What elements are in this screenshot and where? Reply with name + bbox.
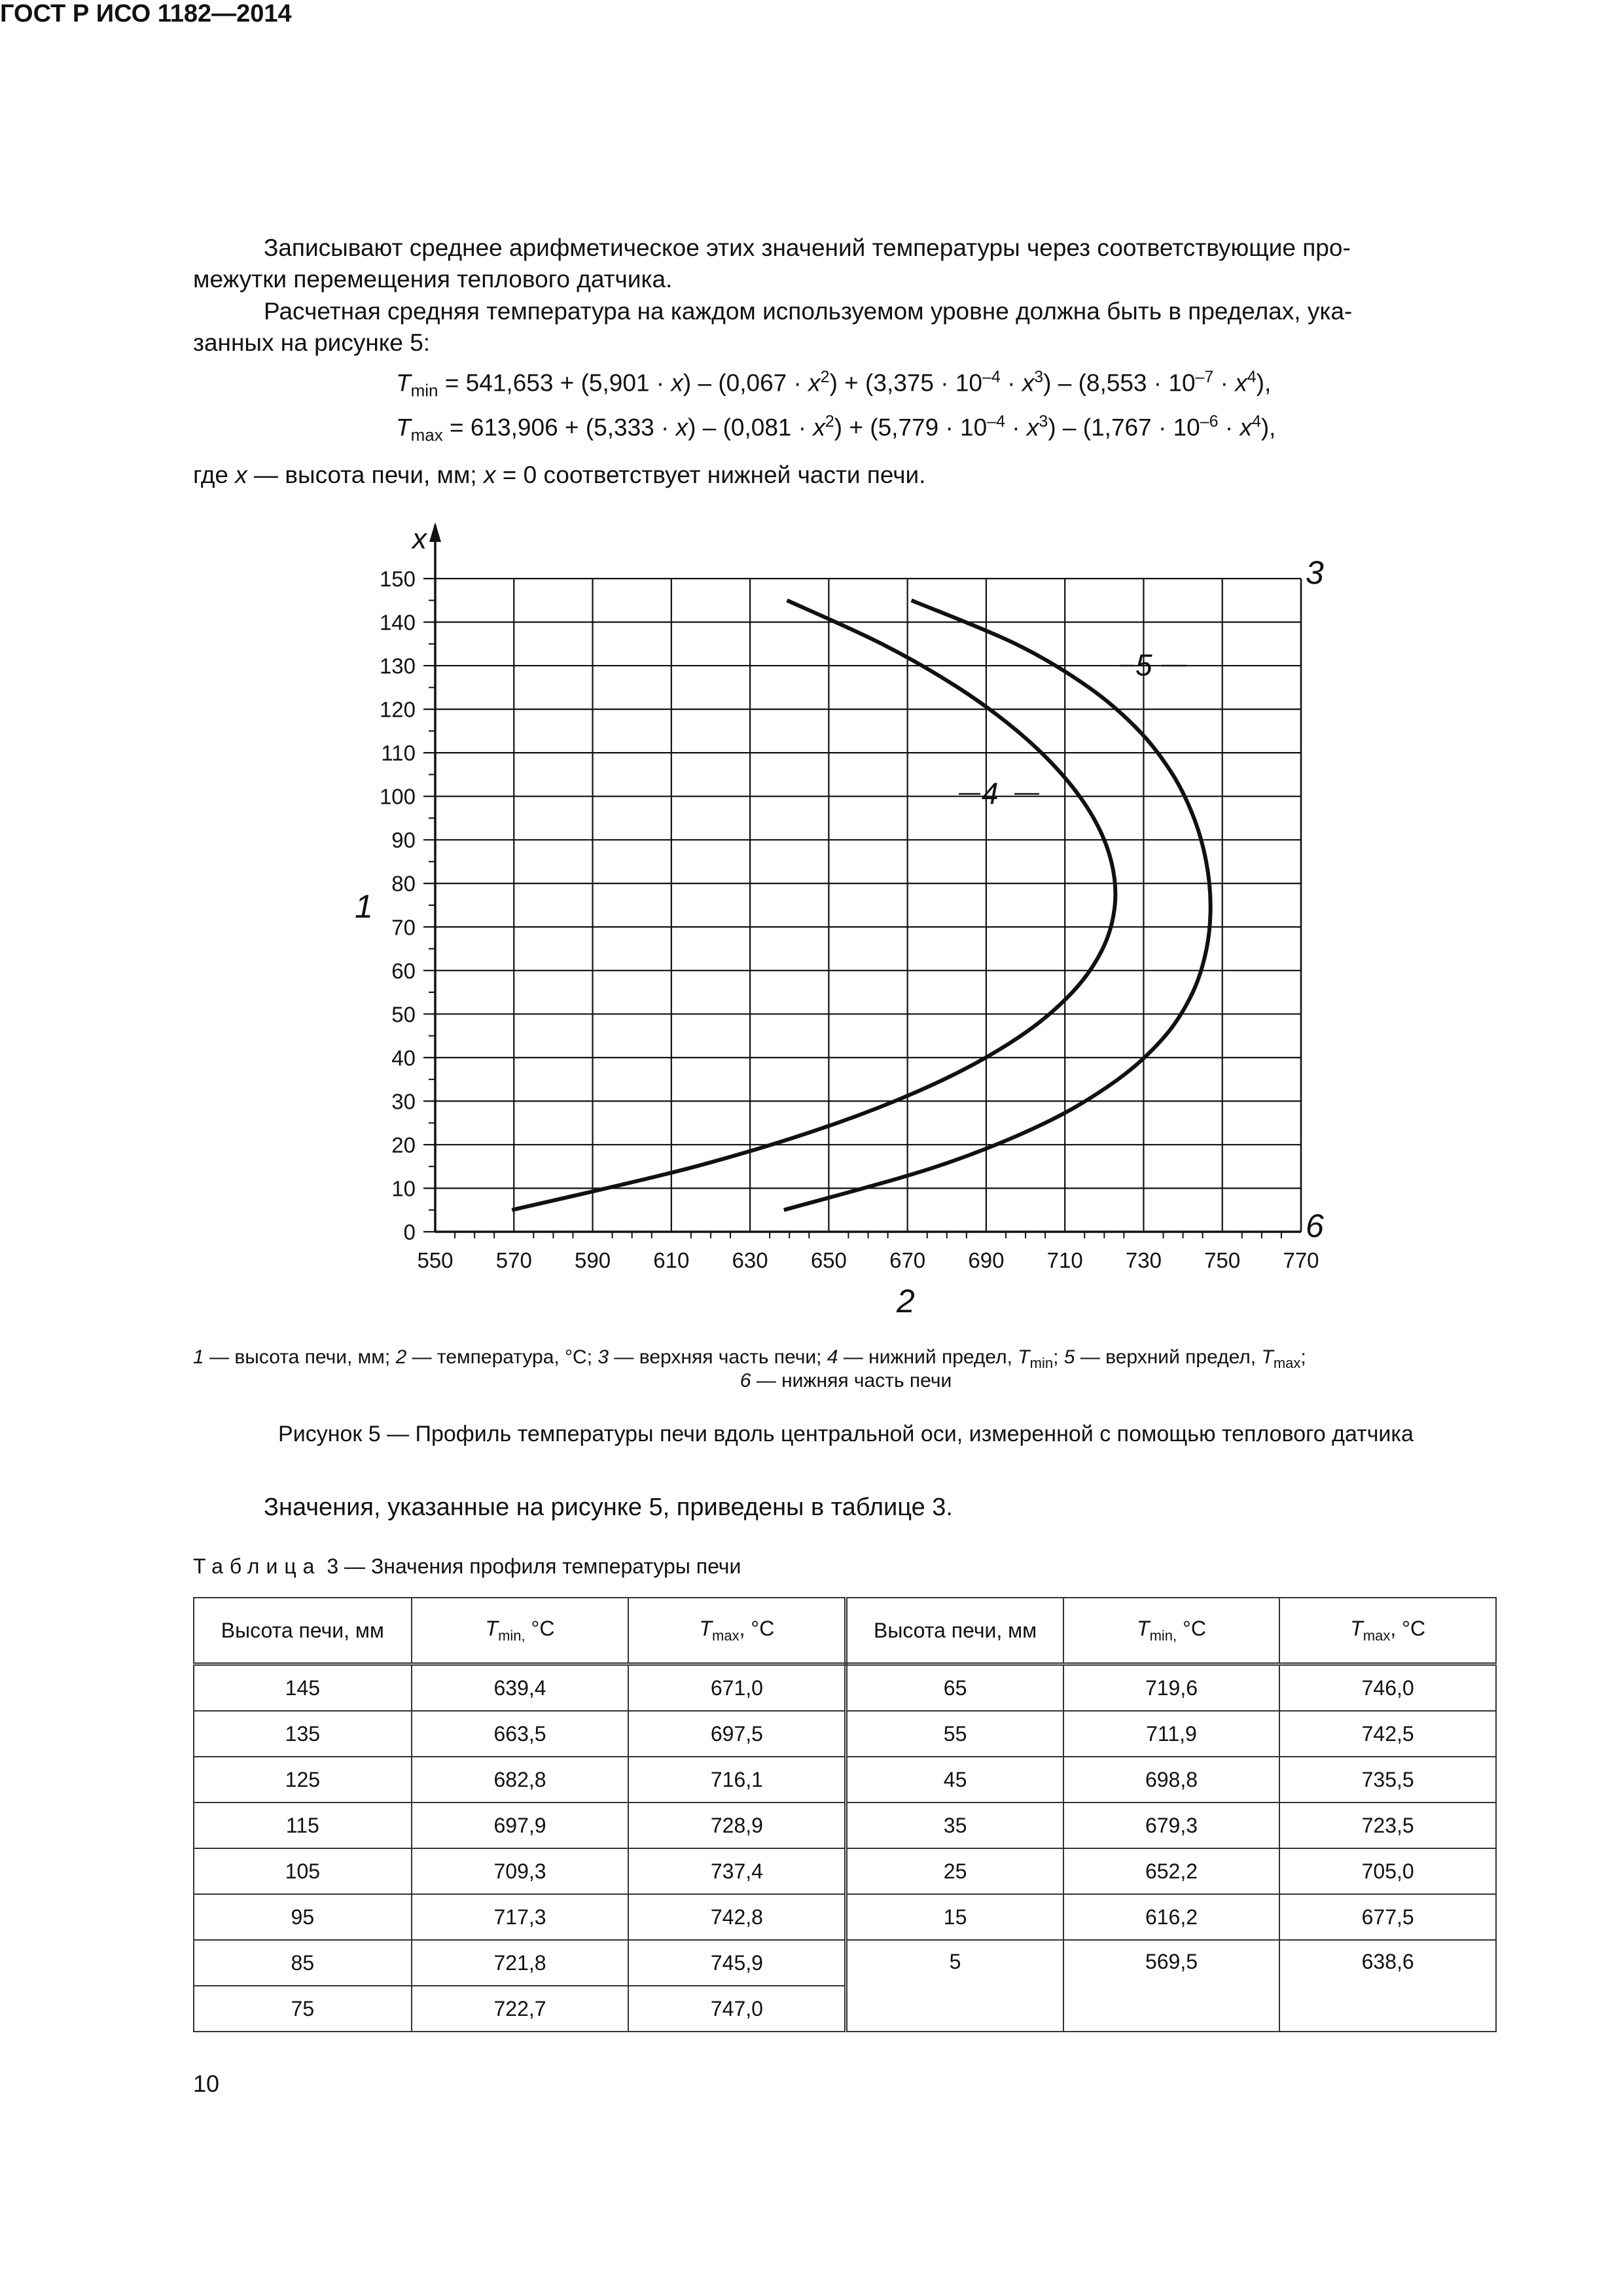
y-tick-label: 0 [403,1220,416,1244]
cell-tmin: 719,6 [1063,1664,1280,1712]
cell-tmin: 652,2 [1063,1848,1280,1894]
x-tick-label: 690 [968,1248,1005,1272]
x-tick-label: 630 [732,1248,768,1272]
cell-tmax: 742,8 [628,1894,846,1940]
cell-height: 105 [194,1848,412,1894]
x-tick-label: 770 [1283,1248,1319,1272]
y-tick-label: 80 [391,871,416,896]
y-tick-label: 100 [379,784,416,809]
y-tick-label: 60 [391,958,416,983]
y-tick-label: 110 [381,741,416,766]
cell-tmin: 722,7 [412,1986,629,2032]
figure-legend-line-2: 6 — нижняя часть печи [740,1370,952,1391]
cell-tmin: 721,8 [412,1940,629,1986]
cell-tmin: 709,3 [412,1848,629,1894]
chart-tick-labels [380,567,1319,1272]
series-curve-4 [512,600,1115,1210]
paragraph-1-line-2: межутки перемещения теплового датчика. [193,266,673,293]
cell-tmin: 616,2 [1063,1894,1280,1940]
cell-height: 145 [194,1664,412,1712]
table-header-row [194,1598,1496,1664]
callout-height: 1 [355,888,373,925]
callout-top: 3 [1306,554,1324,591]
cell-tmax: 728,9 [628,1803,846,1848]
table-row [194,1711,1496,1757]
cell-tmin: 679,3 [1063,1803,1280,1848]
temperature-table [193,1597,1497,2032]
page-number: 10 [193,2070,220,2097]
y-axis-arrow [429,522,441,542]
formula-tmax: $T_{max} = 613,906 + (5,333 \cdot x) - (0,081 \cdot x^2) + (5,779 \cdot 10^{-4} \cdot x^3) - (1,767 \cdot 10^{-6} \cdot x^4)$, [396,412,1276,445]
cell-tmin: 663,5 [412,1711,629,1757]
x-tick-label: 570 [495,1248,532,1272]
cell-tmax: 716,1 [628,1757,846,1803]
paragraph-2-line-1: Расчетная средняя температура на каждом используемом уровне должна быть в пределах, ука- [264,298,1353,325]
x-tick-label: 710 [1046,1248,1083,1272]
cell-tmax: 723,5 [1279,1803,1496,1848]
x-tick-label: 550 [417,1248,454,1272]
cell-tmax: 746,0 [1279,1664,1496,1712]
header-height-right: Высота печи, мм [846,1598,1063,1664]
table-row [194,1803,1496,1848]
cell-height: 5 [846,1940,1063,2032]
header-height-left: Высота печи, мм [194,1598,412,1664]
x-tick-label: 730 [1125,1248,1162,1272]
table-body [194,1664,1496,2032]
cell-height: 65 [846,1664,1063,1712]
table-row [194,1757,1496,1803]
table-row [194,1940,1496,1986]
x-tick-label: 750 [1204,1248,1241,1272]
header-tmax-right: $T_{max}$, °C [1279,1598,1496,1664]
header-tmax-left: $T_{max}$, °C [628,1598,846,1664]
cell-height: 75 [194,1986,412,2032]
y-tick-label: 40 [391,1045,416,1070]
cell-tmin: 569,5 [1063,1940,1280,2032]
figure-legend: 1 — высота печи, мм; 2 — температура, °C; 3 — верхняя часть печи; 4 — нижний предел, $T_{min}$; 5 — верхний предел, $T_{max}$; [193,1346,1306,1371]
cell-tmin: 698,8 [1063,1757,1280,1803]
chart-callouts [355,554,1324,1319]
y-tick-label: 20 [391,1132,416,1157]
chart-series [512,600,1211,1210]
cell-height: 35 [846,1803,1063,1848]
y-tick-label: 30 [391,1089,416,1114]
cell-tmax: 671,0 [628,1664,846,1712]
cell-tmax: 735,5 [1279,1757,1496,1803]
y-axis-label: x [412,523,427,555]
y-tick-label: 120 [379,697,416,722]
table-title: Таблица 3 — Значения профиля температуры печи [193,1554,741,1578]
cell-tmin: 639,4 [412,1664,629,1712]
cell-tmax: 638,6 [1279,1940,1496,2032]
cell-height: 125 [194,1757,412,1803]
cell-tmin: 697,9 [412,1803,629,1848]
paragraph-1-line-1: Записывают среднее арифметическое этих значений температуры через соответствующие про- [264,234,1351,261]
cell-height: 45 [846,1757,1063,1803]
cell-height: 95 [194,1894,412,1940]
cell-height: 85 [194,1940,412,1986]
y-tick-label: 150 [379,567,416,591]
cell-tmax: 742,5 [1279,1711,1496,1757]
cell-height: 15 [846,1894,1063,1940]
header-tmin-left: $T_{min,}$ °C [412,1598,629,1664]
callout-bottom: 6 [1306,1208,1324,1244]
cell-tmin: 717,3 [412,1894,629,1940]
callout-temperature: 2 [897,1283,915,1319]
callout-upper-limit: 5 [1135,648,1152,682]
chart-grid [423,579,1301,1238]
cell-tmax: 745,9 [628,1940,846,1986]
formula-tmin: $T_{min} = 541,653 + (5,901 \cdot x) - (0,067 \cdot x^2) + (3,375 \cdot 10^{-4} \cdot x^3) - (8,553 \cdot 10^{-7} \cdot x^4)$, [396,368,1272,401]
cell-tmax: 747,0 [628,1986,846,2032]
y-tick-label: 90 [391,828,416,853]
cell-tmax: 737,4 [628,1848,846,1894]
reference-text: Значения, указанные на рисунке 5, приведены в таблице 3. [264,1494,953,1521]
figure-caption: Рисунок 5 — Профиль температуры печи вдоль центральной оси, измеренной с помощью теплового датчика [278,1422,1414,1446]
callout-lower-limit: 4 [982,776,999,810]
y-tick-label: 10 [391,1176,416,1201]
cell-height: 55 [846,1711,1063,1757]
cell-height: 115 [194,1803,412,1848]
document-header: ГОСТ Р ИСО 1182—2014 [0,0,292,27]
chart-axes [411,522,1301,1232]
cell-tmax: 697,5 [628,1711,846,1757]
formula-where: где x — высота печи, мм; x = 0 соответствует нижней части печи. [193,461,926,488]
x-tick-label: 590 [575,1248,611,1272]
y-tick-label: 130 [379,654,416,679]
cell-height: 135 [194,1711,412,1757]
paragraph-2-line-2: занных на рисунке 5: [193,329,431,356]
cell-tmax: 677,5 [1279,1894,1496,1940]
header-tmin-right: $T_{min,}$ °C [1063,1598,1280,1664]
y-tick-label: 140 [379,610,416,635]
cell-tmax: 705,0 [1279,1848,1496,1894]
cell-tmin: 711,9 [1063,1711,1280,1757]
y-tick-label: 50 [391,1002,416,1027]
cell-height: 25 [846,1848,1063,1894]
y-tick-label: 70 [391,915,416,940]
x-tick-label: 650 [810,1248,847,1272]
table-row [194,1664,1496,1712]
table-row [194,1848,1496,1894]
cell-tmin: 682,8 [412,1757,629,1803]
x-tick-label: 610 [653,1248,690,1272]
table-row [194,1894,1496,1940]
x-tick-label: 670 [889,1248,926,1272]
